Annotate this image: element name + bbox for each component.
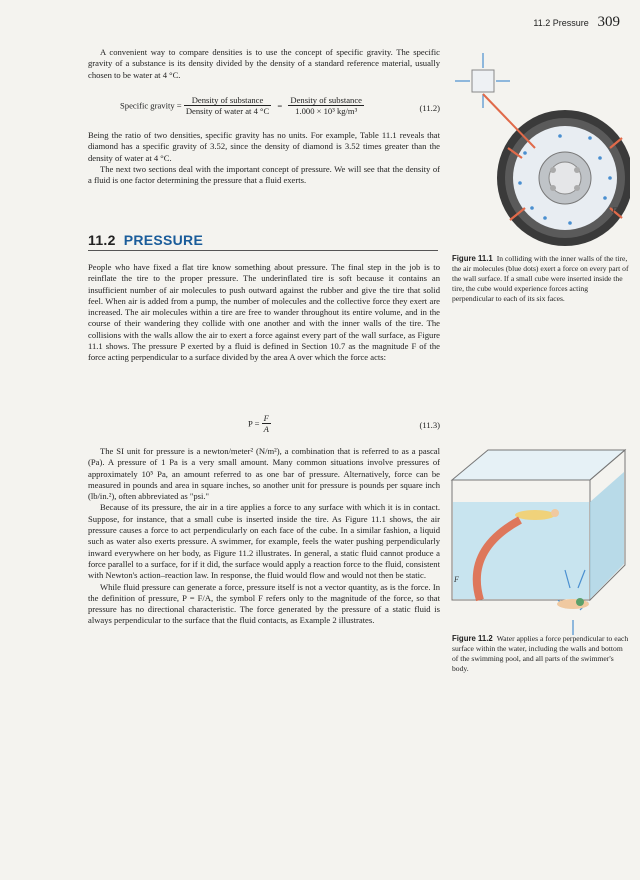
equation-11-3 xyxy=(88,413,440,439)
swimmer xyxy=(515,510,555,520)
lug-nut-3 xyxy=(550,185,556,191)
paragraph-air-tire-force: Because of its pressure, the air in a tire applies a force to any surface with which it is in contact. Suppose, for instance, that a small cube is inserted inside the tire. As Figure 11.1 shows, the air pressure causes a force to act perpendicularly on each face of the cube. In a similar fashion, a liquid such as water also exerts pressure. A swimmer, for example, feels the water pushing perpendicularly inward everywhere on her body, as Figure 11.2 illustrates. In general, a static fluid cannot produce a force parallel to a surface, for if it did, the surface would apply a reaction force to the fluid, consistent with Newton's action–reaction law. In response, the fluid would flow and would not then be static. xyxy=(88,502,440,581)
figure-11-1-tire xyxy=(450,48,630,248)
eq-p-num: F xyxy=(263,413,269,423)
eq-den-2: 1.000 × 10³ kg/m³ xyxy=(295,106,358,116)
fig1-caption-text: In colliding with the inner walls of the tire, the air molecules (blue dots) exert a force on every part of the wall surface. If a small cube were inserted inside the tire, the cube would experience forces acting perpendicular to each of its six faces. xyxy=(452,254,629,303)
pool-top xyxy=(452,450,625,480)
lug-nut-1 xyxy=(550,167,556,173)
lug-nut-4 xyxy=(574,185,580,191)
paragraph-specific-gravity: A convenient way to compare densities is to use the concept of specific gravity. The specific gravity of a substance is its density divided by the density of a standard reference material, usually chosen to be water at 4 °C. xyxy=(88,47,440,80)
section-heading xyxy=(88,232,438,251)
paragraph-units: Being the ratio of two densities, specific gravity has no units. For example, Table 11.1 reveals that diamond has a specific gravity of 3.52, since the density of diamond is 3.52 times greater than the density of water at 4 °C. xyxy=(88,130,440,163)
eq-p-lhs: P = xyxy=(248,418,260,429)
equation-11-2 xyxy=(88,95,440,125)
eq-num-2: Density of substance xyxy=(290,95,362,105)
figure-11-2-pool xyxy=(440,440,630,640)
eq-lhs: Specific gravity = xyxy=(120,100,182,111)
eq-equals: = xyxy=(277,100,283,111)
fig2-caption-text: Water applies a force perpendicular to each surface within the water, including the walls and bottom of the swimming pool, and all parts of the swimmer's body. xyxy=(452,634,629,673)
paragraph-not-vector: While fluid pressure can generate a force, pressure itself is not a vector quantity, as is the force. In the definition of pressure, P = F/A, the symbol F refers only to the magnitude of the force, so that pressure has no directional characteristic. The force generated by the pressure of a static fluid is always perpendicular to the surface that the fluid contacts, as Example 2 illustrates. xyxy=(88,581,440,626)
fig1-label: Figure 11.1 xyxy=(452,254,493,263)
running-header xyxy=(533,14,620,31)
body-block-1 xyxy=(88,130,440,186)
lug-nut-2 xyxy=(574,167,580,173)
eq-fraction-1 xyxy=(184,95,271,116)
paragraph-flat-tire: People who have fixed a flat tire know something about pressure. The final step in the job is to reinflate the tire to the proper pressure. The underinflated tire is soft because it contains an insufficient number of air molecules to push outward against the rubber and give the tire that solid feel. When air is added from a pump, the number of molecules and the collective force they exert are increased. The air molecules within a tire are free to wander throughout its entire volume, and in the course of their wandering they collide with one another and with the inner walls of the tire. The collisions with the walls allow the air to exert a force against every part of the wall surface, as Figure 11.1 shows. The pressure P exerted by a fluid is defined in Section 10.7 as the magnitude F of the force acting perpendicular to a surface divided by the area A over which the force acts: xyxy=(88,262,440,363)
swimmer-cap xyxy=(576,598,584,606)
paragraph-next-sections: The next two sections deal with the important concept of pressure. We will see that the density of a fluid is one factor determining the pressure that a fluid exerts. xyxy=(88,163,440,186)
swimmer-head xyxy=(551,509,559,517)
body-block-2 xyxy=(88,262,440,364)
paragraph-si-unit: The SI unit for pressure is a newton/meter² (N/m²), a combination that is referred to as a pascal (Pa). A pressure of 1 Pa is a very small amount. Many common situations involve pressures of approximately 10⁵ Pa, an amount referred to as one bar of pressure. Alternatively, force can be measured in pounds and area in square inches, so another unit for pressure is pounds per square inch (lb/in.²), often abbreviated as "psi." xyxy=(88,446,440,502)
pool-water-side xyxy=(590,472,624,599)
section-number: 11.2 xyxy=(88,232,116,248)
eq-number-11-3: (11.3) xyxy=(419,420,440,430)
figure-11-1-caption xyxy=(452,254,630,304)
eq-number-11-2: (11.2) xyxy=(419,103,440,113)
section-title: PRESSURE xyxy=(123,232,204,248)
fig2-force-label: F xyxy=(454,575,459,584)
eq-den-1: Density of water at 4 °C xyxy=(185,106,270,116)
intro-block xyxy=(88,47,440,81)
fig2-label: Figure 11.2 xyxy=(452,634,493,643)
header-section: 11.2 Pressure xyxy=(533,18,589,28)
small-cube xyxy=(472,70,494,92)
fig1-force-label: F xyxy=(612,206,617,215)
eq-p-fraction xyxy=(262,413,271,434)
figure-11-2-caption xyxy=(452,634,630,674)
body-block-3 xyxy=(88,446,440,627)
page-number: 309 xyxy=(597,14,620,30)
eq-num-1: Density of substance xyxy=(184,95,271,106)
eq-p-den: A xyxy=(263,424,269,434)
eq-fraction-2 xyxy=(288,95,364,116)
swimmer-closeup xyxy=(557,599,589,609)
